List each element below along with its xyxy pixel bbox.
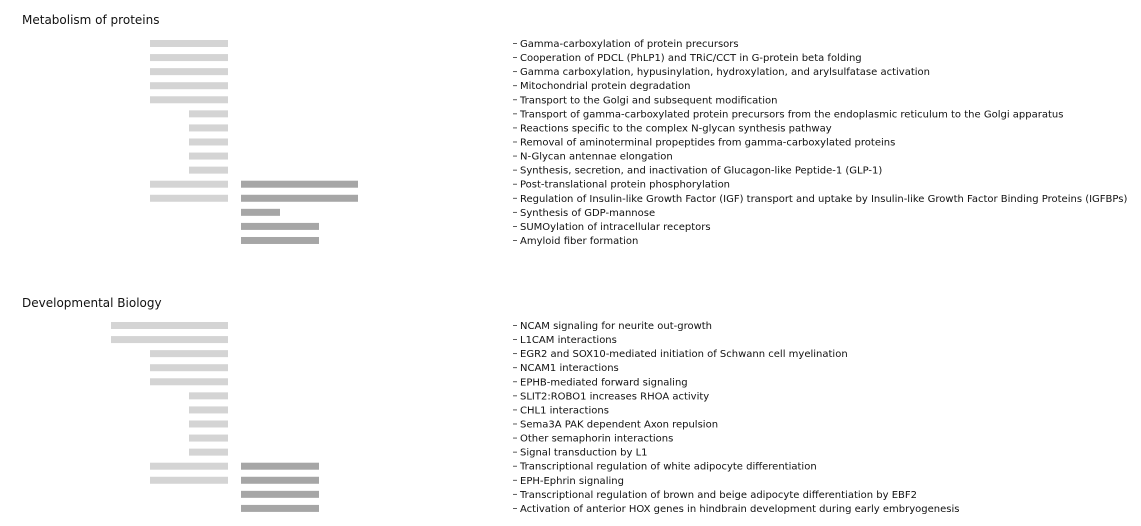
bar-light-ncam-signaling-for-neurite-out-growth — [111, 322, 228, 329]
bar-light-eph-ephrin-signaling — [150, 477, 228, 484]
row-label-transcriptional-regulation-of-white-adipocyte-di: Transcriptional regulation of white adipocyte differentiation — [520, 461, 817, 473]
row-label-transport-to-the-golgi-and-subsequent-modificati: Transport to the Golgi and subsequent modification — [520, 95, 778, 107]
bar-light-chl1-interactions — [189, 406, 228, 413]
row-label-l1cam-interactions: L1CAM interactions — [520, 335, 617, 347]
row-label-reactions-specific-to-the-complex-n-glycan-synth: Reactions specific to the complex N-glycan synthesis pathway — [520, 123, 832, 135]
row-label-removal-of-aminoterminal-propeptides-from-gamma-: Removal of aminoterminal propeptides from gamma-carboxylated proteins — [520, 137, 896, 149]
row-label-sumoylation-of-intracellular-receptors: SUMOylation of intracellular receptors — [520, 221, 711, 233]
row-label-n-glycan-antennae-elongation: N-Glycan antennae elongation — [520, 151, 673, 163]
bar-light-slit2-robo1-increases-rhoa-activity — [189, 392, 228, 399]
chart-panel-metabolism — [150, 39, 1127, 247]
row-label-signal-transduction-by-l1: Signal transduction by L1 — [520, 447, 648, 459]
chart-panel-developmental — [111, 321, 959, 515]
bar-light-cooperation-of-pdcl-phlp1-and-tric-cct-in-g-prot — [150, 54, 228, 61]
bar-light-l1cam-interactions — [111, 336, 228, 343]
bar-dark-amyloid-fiber-formation — [241, 237, 319, 244]
bar-dark-regulation-of-insulin-like-growth-factor-igf-tra — [241, 195, 358, 202]
bar-dark-post-translational-protein-phosphorylation — [241, 181, 358, 188]
bar-light-ncam1-interactions — [150, 364, 228, 371]
bar-light-egr2-and-sox10-mediated-initiation-of-schwann-ce — [150, 350, 228, 357]
row-label-other-semaphorin-interactions: Other semaphorin interactions — [520, 433, 674, 445]
bar-light-post-translational-protein-phosphorylation — [150, 181, 228, 188]
bar-dark-eph-ephrin-signaling — [241, 477, 319, 484]
bar-light-reactions-specific-to-the-complex-n-glycan-synth — [189, 124, 228, 131]
bar-dark-transcriptional-regulation-of-white-adipocyte-di — [241, 463, 319, 470]
row-label-mitochondrial-protein-degradation: Mitochondrial protein degradation — [520, 81, 691, 93]
bar-light-n-glycan-antennae-elongation — [189, 153, 228, 160]
row-label-post-translational-protein-phosphorylation: Post-translational protein phosphorylation — [520, 179, 731, 191]
bar-light-removal-of-aminoterminal-propeptides-from-gamma- — [189, 138, 228, 145]
bar-light-gamma-carboxylation-of-protein-precursors — [150, 40, 228, 47]
bar-light-mitochondrial-protein-degradation — [150, 82, 228, 89]
row-label-activation-of-anterior-hox-genes-in-hindbrain-de: Activation of anterior HOX genes in hindbrain development during early embryogenesis — [520, 503, 960, 515]
bar-light-signal-transduction-by-l1 — [189, 449, 228, 456]
row-label-synthesis-of-gdp-mannose: Synthesis of GDP-mannose — [520, 207, 656, 219]
row-label-slit2-robo1-increases-rhoa-activity: SLIT2:ROBO1 increases RHOA activity — [520, 391, 710, 403]
bar-light-transport-of-gamma-carboxylated-protein-precurso — [189, 110, 228, 117]
panel-title-developmental: Developmental Biology — [22, 296, 162, 310]
row-label-egr2-and-sox10-mediated-initiation-of-schwann-ce: EGR2 and SOX10-mediated initiation of Schwann cell myelination — [520, 349, 848, 361]
row-label-regulation-of-insulin-like-growth-factor-igf-tra: Regulation of Insulin-like Growth Factor (IGF) transport and uptake by Insulin-like Growth Factor Binding Proteins (IGFBPs) — [520, 193, 1128, 205]
bar-dark-synthesis-of-gdp-mannose — [241, 209, 280, 216]
row-label-eph-ephrin-signaling: EPH-Ephrin signaling — [520, 475, 624, 487]
row-label-synthesis-secretion-and-inactivation-of-glucagon: Synthesis, secretion, and inactivation of Glucagon-like Peptide-1 (GLP-1) — [520, 165, 883, 177]
row-label-gamma-carboxylation-of-protein-precursors: Gamma-carboxylation of protein precursors — [520, 39, 739, 50]
row-label-transcriptional-regulation-of-brown-and-beige-ad: Transcriptional regulation of brown and beige adipocyte differentiation by EBF2 — [520, 489, 918, 501]
bar-light-regulation-of-insulin-like-growth-factor-igf-tra — [150, 195, 228, 202]
bar-dark-activation-of-anterior-hox-genes-in-hindbrain-de — [241, 505, 319, 512]
bar-light-gamma-carboxylation-hypusinylation-hydroxylation — [150, 68, 228, 75]
row-label-transport-of-gamma-carboxylated-protein-precurso: Transport of gamma-carboxylated protein precursors from the endoplasmic reticulum to the Golgi apparatus — [520, 109, 1064, 121]
row-label-amyloid-fiber-formation: Amyloid fiber formation — [520, 235, 639, 247]
row-label-ncam1-interactions: NCAM1 interactions — [520, 363, 619, 375]
bar-light-synthesis-secretion-and-inactivation-of-glucagon — [189, 167, 228, 174]
row-label-cooperation-of-pdcl-phlp1-and-tric-cct-in-g-prot: Cooperation of PDCL (PhLP1) and TRiC/CCT in G-protein beta folding — [520, 53, 862, 65]
bar-dark-transcriptional-regulation-of-brown-and-beige-ad — [241, 491, 319, 498]
row-label-sema3a-pak-dependent-axon-repulsion: Sema3A PAK dependent Axon repulsion — [520, 419, 719, 431]
bar-dark-sumoylation-of-intracellular-receptors — [241, 223, 319, 230]
bar-light-other-semaphorin-interactions — [189, 435, 228, 442]
bar-light-transport-to-the-golgi-and-subsequent-modificati — [150, 96, 228, 103]
bar-light-ephb-mediated-forward-signaling — [150, 378, 228, 385]
row-label-chl1-interactions: CHL1 interactions — [520, 405, 609, 417]
panel-title-metabolism: Metabolism of proteins — [22, 13, 160, 27]
bar-light-transcriptional-regulation-of-white-adipocyte-di — [150, 463, 228, 470]
row-label-ncam-signaling-for-neurite-out-growth: NCAM signaling for neurite out-growth — [520, 321, 713, 332]
row-label-gamma-carboxylation-hypusinylation-hydroxylation: Gamma carboxylation, hypusinylation, hydroxylation, and arylsulfatase activation — [520, 67, 930, 79]
row-label-ephb-mediated-forward-signaling: EPHB-mediated forward signaling — [520, 377, 688, 389]
bar-light-sema3a-pak-dependent-axon-repulsion — [189, 420, 228, 427]
